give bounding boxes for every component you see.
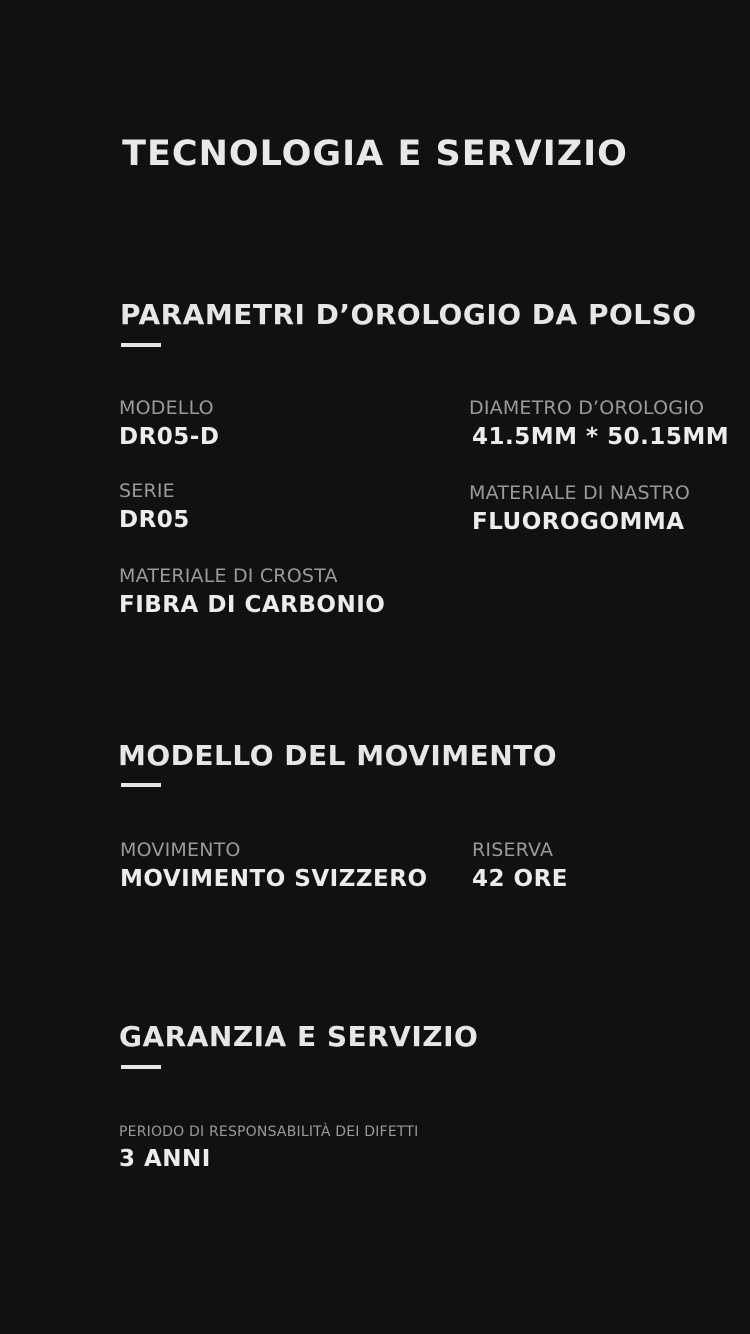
section-rule <box>121 783 161 787</box>
spec-label: MOVIMENTO <box>120 839 241 861</box>
spec-label: MODELLO <box>119 397 214 419</box>
spec-value: DR05 <box>119 507 190 533</box>
spec-label: MATERIALE DI CROSTA <box>119 565 338 587</box>
section-rule <box>121 343 161 347</box>
spec-strap-material <box>469 480 690 538</box>
spec-value: FIBRA DI CARBONIO <box>119 592 386 618</box>
spec-value: 42 ORE <box>472 866 568 892</box>
spec-label: DIAMETRO D’OROLOGIO <box>469 397 705 419</box>
page-title: TECNOLOGIA E SERVIZIO <box>122 134 628 174</box>
section-rule <box>121 1065 161 1069</box>
section-title-movement: MODELLO DEL MOVIMENTO <box>118 739 558 772</box>
spec-label: RISERVA <box>472 839 554 861</box>
spec-value: FLUOROGOMMA <box>472 509 685 535</box>
spec-label: SERIE <box>119 480 175 502</box>
spec-value: MOVIMENTO SVIZZERO <box>120 866 428 892</box>
spec-diameter <box>469 395 729 453</box>
spec-movement <box>120 837 428 895</box>
spec-case-material <box>119 563 385 621</box>
spec-value: 3 ANNI <box>119 1146 211 1172</box>
spec-power-reserve <box>472 837 568 895</box>
spec-label: MATERIALE DI NASTRO <box>469 482 691 504</box>
spec-series <box>119 478 190 536</box>
spec-label: PERIODO DI RESPONSABILITÀ DEI DIFETTI <box>119 1124 419 1140</box>
section-title-warranty: GARANZIA E SERVIZIO <box>119 1020 479 1053</box>
spec-defect-liability-period <box>119 1121 418 1175</box>
section-title-watch-parameters: PARAMETRI D’OROLOGIO DA POLSO <box>120 298 697 331</box>
spec-value: 41.5MM * 50.15MM <box>472 424 730 450</box>
spec-value: DR05-D <box>119 424 220 450</box>
spec-model <box>119 395 219 453</box>
